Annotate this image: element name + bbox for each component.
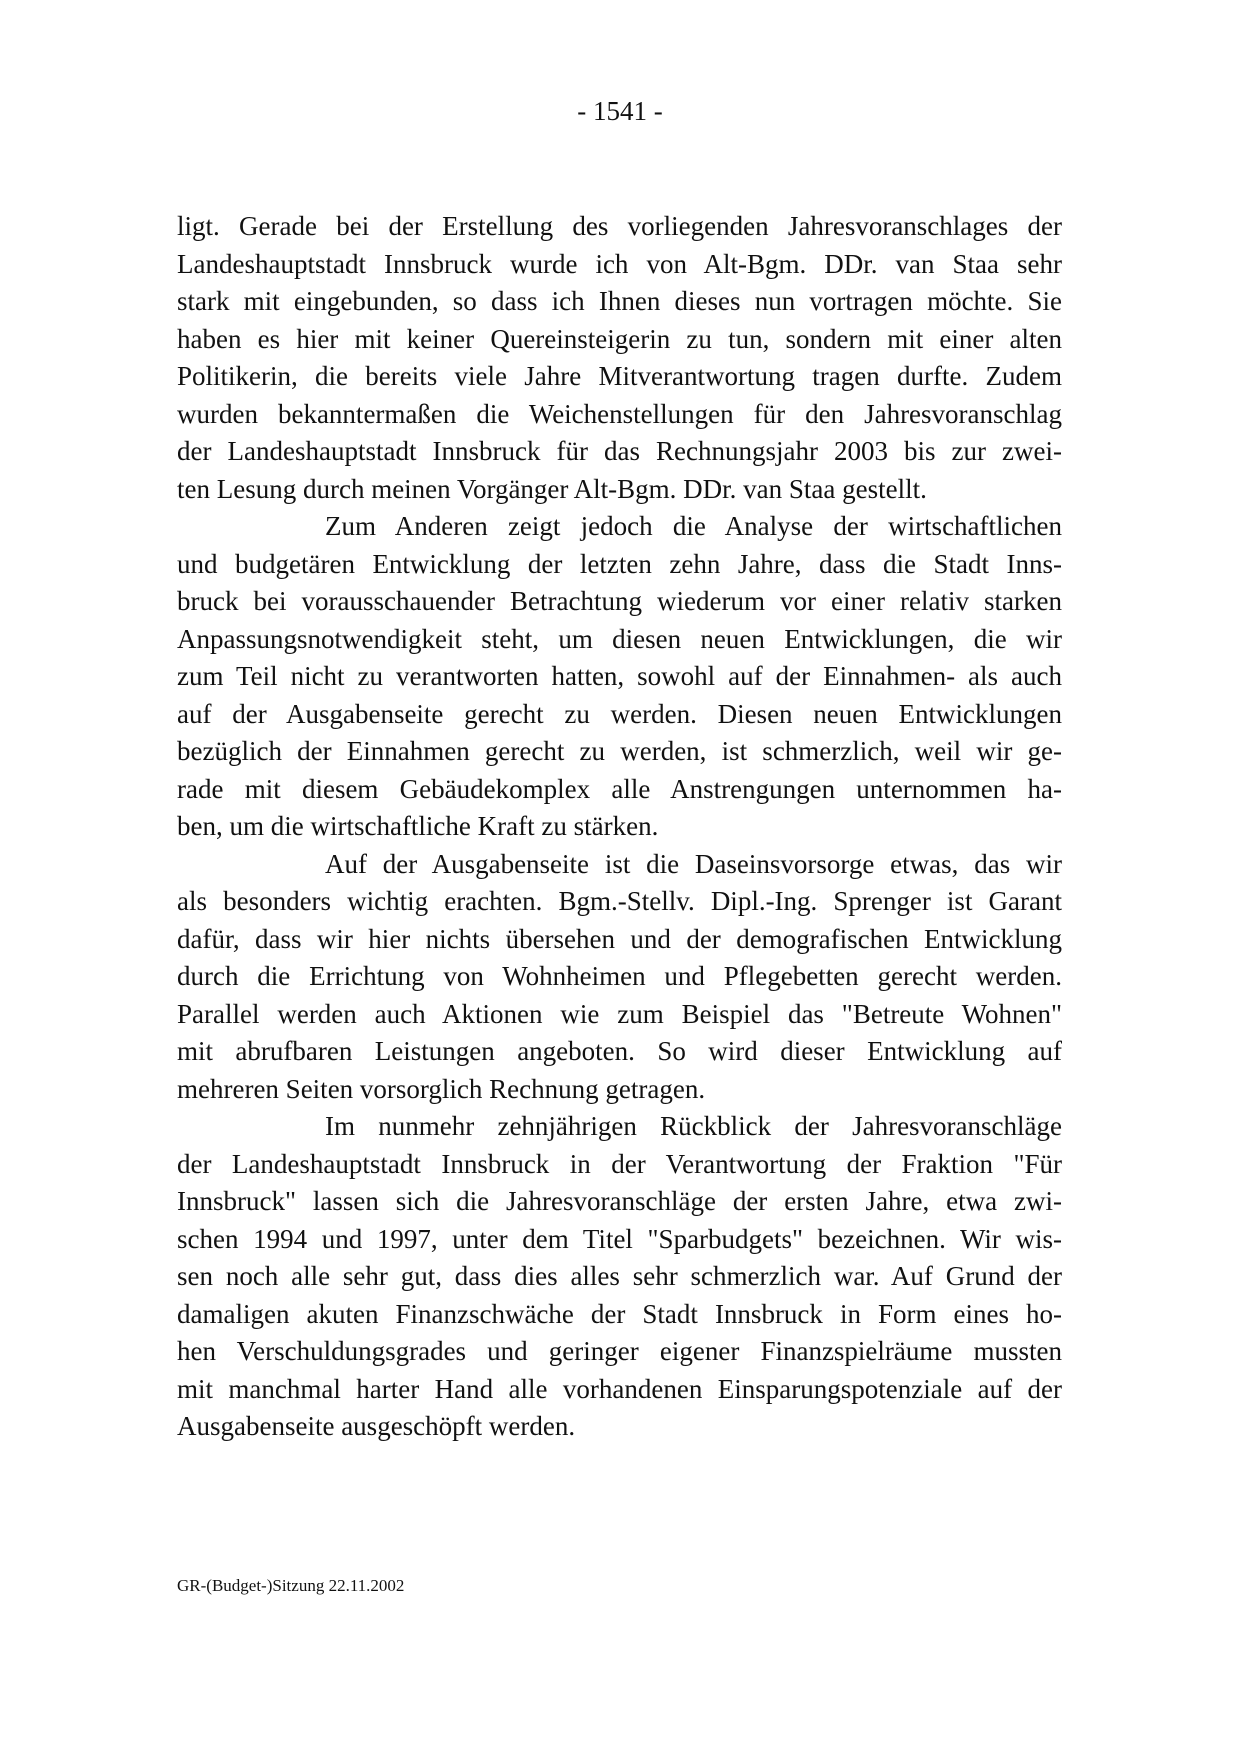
text-line: bruck bei vorausschauender Betrachtung wiederum vor einer relativ starken [177,586,1062,616]
text-line: Anpassungsnotwendigkeit steht, um diesen neuen Entwicklungen, die wir [177,623,1062,654]
paragraph-2 [177,508,1062,846]
text-line: Auf der Ausgabenseite ist die Daseinsvorsorge etwas, das wir [325,848,1062,879]
text-line: Im nunmehr zehnjährigen Rückblick der Jahresvoranschläge [325,1111,1062,1141]
page-number: - 1541 - [577,96,663,126]
text-line: sen noch alle sehr gut, dass dies alles sehr schmerzlich war. Auf Grund der [177,1261,1062,1291]
paragraph-3 [177,846,1062,1109]
text-line: Innsbruck" lassen sich die Jahresvoranschläge der ersten Jahre, etwa zwi- [177,1186,1062,1216]
text-line: und budgetären Entwicklung der letzten zehn Jahre, dass die Stadt Inns- [177,548,1062,579]
document-body [177,208,1062,1446]
text-line: Landeshauptstadt Innsbruck wurde ich von Alt-Bgm. DDr. van Staa sehr [177,248,1062,279]
text-line: dafür, dass wir hier nichts übersehen und der demografischen Entwicklung [177,923,1062,954]
paragraph-4 [177,1108,1062,1446]
text-line: Parallel werden auch Aktionen wie zum Beispiel das "Betreute Wohnen" [177,998,1062,1029]
text-line: schen 1994 und 1997, unter dem Titel "Sparbudgets" bezeichnen. Wir wis- [177,1223,1062,1254]
text-line: Politikerin, die bereits viele Jahre Mitverantwortung tragen durfte. Zudem [177,361,1062,391]
text-line: mehreren Seiten vorsorglich Rechnung getragen. [177,1073,706,1104]
text-line: mit manchmal harter Hand alle vorhandenen Einsparungspotenziale auf der [177,1373,1062,1404]
text-line: mit abrufbaren Leistungen angeboten. So wird dieser Entwicklung auf [177,1036,1062,1066]
text-line: zum Teil nicht zu verantworten hatten, sowohl auf der Einnahmen- als auch [177,661,1062,691]
text-line: hen Verschuldungsgrades und geringer eigener Finanzspielräume mussten [177,1336,1062,1366]
footer-session-label: GR-(Budget-)Sitzung 22.11.2002 [177,1576,405,1595]
text-line: stark mit eingebunden, so dass ich Ihnen dieses nun vortragen möchte. Sie [177,286,1062,316]
text-line: ben, um die wirtschaftliche Kraft zu stärken. [177,811,659,841]
text-line: bezüglich der Einnahmen gerecht zu werden, ist schmerzlich, weil wir ge- [177,736,1062,766]
text-line: als besonders wichtig erachten. Bgm.-Stellv. Dipl.-Ing. Sprenger ist Garant [177,886,1062,916]
text-line: durch die Errichtung von Wohnheimen und Pflegebetten gerecht werden. [177,961,1062,991]
text-line: rade mit diesem Gebäudekomplex alle Anstrengungen unternommen ha- [177,773,1062,804]
text-line: auf der Ausgabenseite gerecht zu werden. Diesen neuen Entwicklungen [177,698,1062,729]
text-line: der Landeshauptstadt Innsbruck in der Verantwortung der Fraktion "Für [177,1148,1062,1179]
text-line: ten Lesung durch meinen Vorgänger Alt-Bgm. DDr. van Staa gestellt. [177,473,927,504]
text-line: ligt. Gerade bei der Erstellung des vorliegenden Jahresvoranschlages der [177,211,1062,241]
text-line: wurden bekanntermaßen die Weichenstellungen für den Jahresvoranschlag [177,398,1062,429]
text-line: der Landeshauptstadt Innsbruck für das Rechnungsjahr 2003 bis zur zwei- [177,436,1062,466]
text-line: Ausgabenseite ausgeschöpft werden. [177,1411,576,1441]
text-line: Zum Anderen zeigt jedoch die Analyse der wirtschaftlichen [325,511,1062,541]
paragraph-1 [177,208,1062,508]
text-line: damaligen akuten Finanzschwäche der Stadt Innsbruck in Form eines ho- [177,1298,1062,1329]
text-line: haben es hier mit keiner Quereinsteigerin zu tun, sondern mit einer alten [177,323,1062,354]
